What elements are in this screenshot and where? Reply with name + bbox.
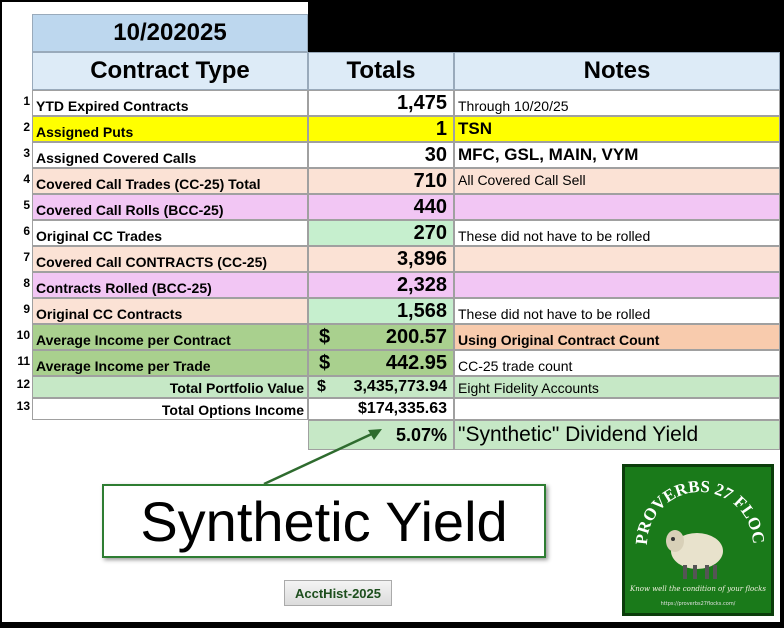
row-label[interactable]: Original CC Trades: [32, 220, 308, 246]
currency-symbol: $: [319, 325, 331, 348]
row-label[interactable]: Assigned Covered Calls: [32, 142, 308, 168]
row-label[interactable]: Covered Call Rolls (BCC-25): [32, 194, 308, 220]
row-label[interactable]: Contracts Rolled (BCC-25): [32, 272, 308, 298]
proverbs-27-flocks-logo: [622, 464, 774, 616]
row-number: 7: [23, 250, 30, 264]
row-total[interactable]: [308, 246, 454, 272]
row-label[interactable]: Total Portfolio Value: [32, 376, 308, 398]
total-value: 5.07%: [395, 424, 447, 445]
row-note[interactable]: MFC, GSL, MAIN, VYM: [454, 142, 780, 168]
row-number: 8: [23, 276, 30, 290]
total-value: 2,328: [396, 273, 447, 296]
row-total[interactable]: [308, 142, 454, 168]
row-note[interactable]: All Covered Call Sell: [454, 168, 780, 194]
total-value: 1,568: [396, 299, 447, 322]
row-total[interactable]: [308, 272, 454, 298]
row-label[interactable]: Original CC Contracts: [32, 298, 308, 324]
row-note[interactable]: These did not have to be rolled: [454, 298, 780, 324]
total-value: 30: [424, 143, 447, 166]
row-note[interactable]: These did not have to be rolled: [454, 220, 780, 246]
row-label[interactable]: Covered Call CONTRACTS (CC-25): [32, 246, 308, 272]
total-value: 1,475: [396, 91, 447, 114]
row-label[interactable]: Average Income per Contract: [32, 324, 308, 350]
row-label[interactable]: Assigned Puts: [32, 116, 308, 142]
row-note[interactable]: [454, 194, 780, 220]
row-number: 2: [23, 120, 30, 134]
logo-title: PROVERBS 27 FLOC: [631, 476, 769, 546]
total-value: 440: [413, 195, 447, 218]
row-number: 13: [16, 399, 30, 413]
row-total[interactable]: [308, 90, 454, 116]
row-total[interactable]: [308, 350, 454, 376]
synthetic-yield-callout: Synthetic Yield: [102, 484, 546, 558]
total-value: 270: [413, 221, 447, 244]
row-number: 5: [23, 198, 30, 212]
row-note[interactable]: [454, 272, 780, 298]
row-number: 11: [17, 354, 30, 368]
row-label[interactable]: Average Income per Trade: [32, 350, 308, 376]
row-number: 4: [23, 172, 30, 186]
total-value: $174,335.63: [358, 400, 447, 417]
total-value: 3,896: [396, 247, 447, 270]
row-total[interactable]: [308, 194, 454, 220]
row-note[interactable]: [454, 398, 780, 420]
row-total[interactable]: [308, 324, 454, 350]
row-note[interactable]: [454, 246, 780, 272]
total-value: 200.57: [385, 325, 447, 348]
logo-url: https://proverbs27flocks.com/: [660, 601, 736, 607]
currency-symbol: $: [319, 351, 331, 374]
row-note[interactable]: TSN: [454, 116, 780, 142]
row-number: 3: [23, 146, 30, 160]
row-note[interactable]: CC-25 trade count: [454, 350, 780, 376]
row-number: 9: [23, 302, 30, 316]
row-total[interactable]: [308, 376, 454, 398]
row-note[interactable]: Eight Fidelity Accounts: [454, 376, 780, 398]
row-note[interactable]: Using Original Contract Count: [454, 324, 780, 350]
currency-symbol: $: [317, 378, 326, 395]
row-total[interactable]: [308, 116, 454, 142]
total-value: 1: [435, 117, 447, 140]
total-value: 442.95: [385, 351, 447, 374]
header-totals[interactable]: Totals: [308, 52, 454, 90]
row-total[interactable]: [308, 168, 454, 194]
spreadsheet: [2, 2, 782, 622]
synthetic-yield-note[interactable]: "Synthetic" Dividend Yield: [454, 420, 780, 450]
sheep-logo-icon: [625, 467, 771, 613]
arrow-icon: [252, 422, 392, 492]
row-number: 1: [23, 94, 30, 108]
row-note[interactable]: Through 10/20/25: [454, 90, 780, 116]
header-notes[interactable]: Notes: [454, 52, 780, 90]
date-header-cell[interactable]: 10/202025: [32, 14, 308, 52]
row-total[interactable]: [308, 398, 454, 420]
sheet-tab-accthist[interactable]: AcctHist-2025: [284, 580, 392, 606]
row-total[interactable]: [308, 298, 454, 324]
row-label[interactable]: Total Options Income: [32, 398, 308, 420]
total-value: 710: [413, 169, 447, 192]
row-total[interactable]: [308, 220, 454, 246]
total-value: 3,435,773.94: [353, 378, 447, 395]
logo-tagline: Know well the condition of your flocks: [630, 585, 766, 593]
row-number: 10: [16, 328, 30, 342]
row-number: 6: [23, 224, 30, 238]
row-label[interactable]: YTD Expired Contracts: [32, 90, 308, 116]
row-number: 12: [16, 377, 30, 391]
black-fill-area: [308, 2, 780, 52]
header-contract-type[interactable]: Contract Type: [32, 52, 308, 90]
row-label[interactable]: Covered Call Trades (CC-25) Total: [32, 168, 308, 194]
